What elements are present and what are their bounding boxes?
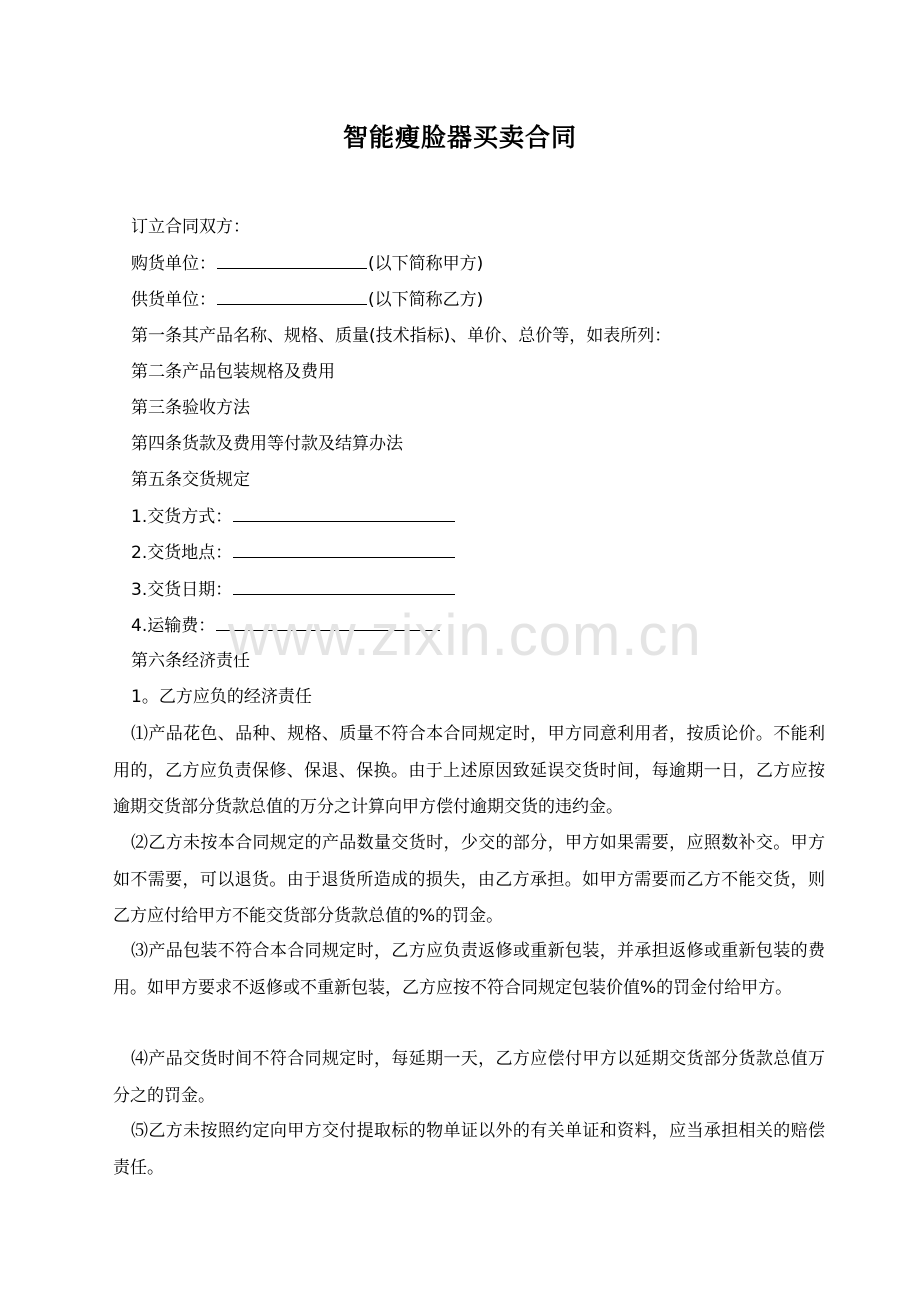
buyer-label: 购货单位：	[131, 254, 216, 274]
buyer-suffix: (以下简称甲方)	[368, 254, 484, 274]
clause-3-paragraph: ⑶产品包装不符合本合同规定时，乙方应负责返修或重新包装，并承担返修或重新包装的费用。如甲方要求不返修或不重新包装，乙方应按不符合同规定包装价值%的罚金付给甲方。	[113, 941, 825, 998]
article-4: 第四条货款及费用等付款及结算办法	[131, 434, 403, 454]
clause-4-paragraph: ⑷产品交货时间不符合同规定时，每延期一天，乙方应偿付甲方以延期交货部分货款总值万分之的罚金。	[113, 1049, 825, 1106]
article-2: 第二条产品包装规格及费用	[131, 362, 335, 382]
clause-2-paragraph: ⑵乙方未按本合同规定的产品数量交货时，少交的部分，甲方如果需要，应照数补交。甲方如不需要，可以退货。由于退货所造成的损失，由乙方承担。如甲方需要而乙方不能交货，则乙方应付给甲方不能交货部分货款总值的%的罚金。	[113, 833, 825, 926]
buyer-blank	[217, 251, 367, 269]
seller-liability-heading: 1。乙方应负的经济责任	[131, 687, 312, 707]
delivery-place-blank	[233, 540, 455, 558]
clause-5-paragraph: ⑸乙方未按照约定向甲方交付提取标的物单证以外的有关单证和资料，应当承担相关的赔偿责任。	[113, 1121, 825, 1178]
delivery-date-blank	[233, 577, 455, 595]
article-1: 第一条其产品名称、规格、质量(技术指标)、单价、总价等，如表所列：	[131, 326, 672, 346]
buyer-line	[131, 251, 483, 276]
delivery-date-label: 3.交货日期：	[131, 580, 233, 600]
seller-suffix: (以下简称乙方)	[368, 290, 484, 310]
document-title: 智能瘦脸器买卖合同	[342, 123, 577, 152]
clause-1-paragraph: ⑴产品花色、品种、规格、质量不符合本合同规定时，甲方同意利用者，按质论价。不能利用的，乙方应负责保修、保退、保换。由于上述原因致延误交货时间，每逾期一日，乙方应按逾期交货部分货款总值的万分之计算向甲方偿付逾期交货的违约金。	[113, 724, 825, 817]
article-5: 第五条交货规定	[131, 470, 250, 490]
delivery-place-label: 2.交货地点：	[131, 543, 233, 563]
freight-label: 4.运输费：	[131, 616, 216, 636]
freight-blank	[216, 613, 440, 631]
seller-line	[131, 287, 483, 312]
delivery-place-line	[131, 540, 456, 565]
delivery-date-line	[131, 577, 456, 602]
delivery-method-label: 1.交货方式：	[131, 507, 233, 527]
freight-line	[131, 613, 441, 638]
article-6: 第六条经济责任	[131, 651, 250, 671]
seller-blank	[217, 287, 367, 305]
delivery-method-blank	[233, 504, 455, 522]
seller-label: 供货单位：	[131, 290, 216, 310]
article-3: 第三条验收方法	[131, 398, 250, 418]
delivery-method-line	[131, 504, 456, 529]
site-watermark: www.zixin.com.cn	[228, 603, 702, 668]
intro-line: 订立合同双方：	[131, 217, 250, 237]
